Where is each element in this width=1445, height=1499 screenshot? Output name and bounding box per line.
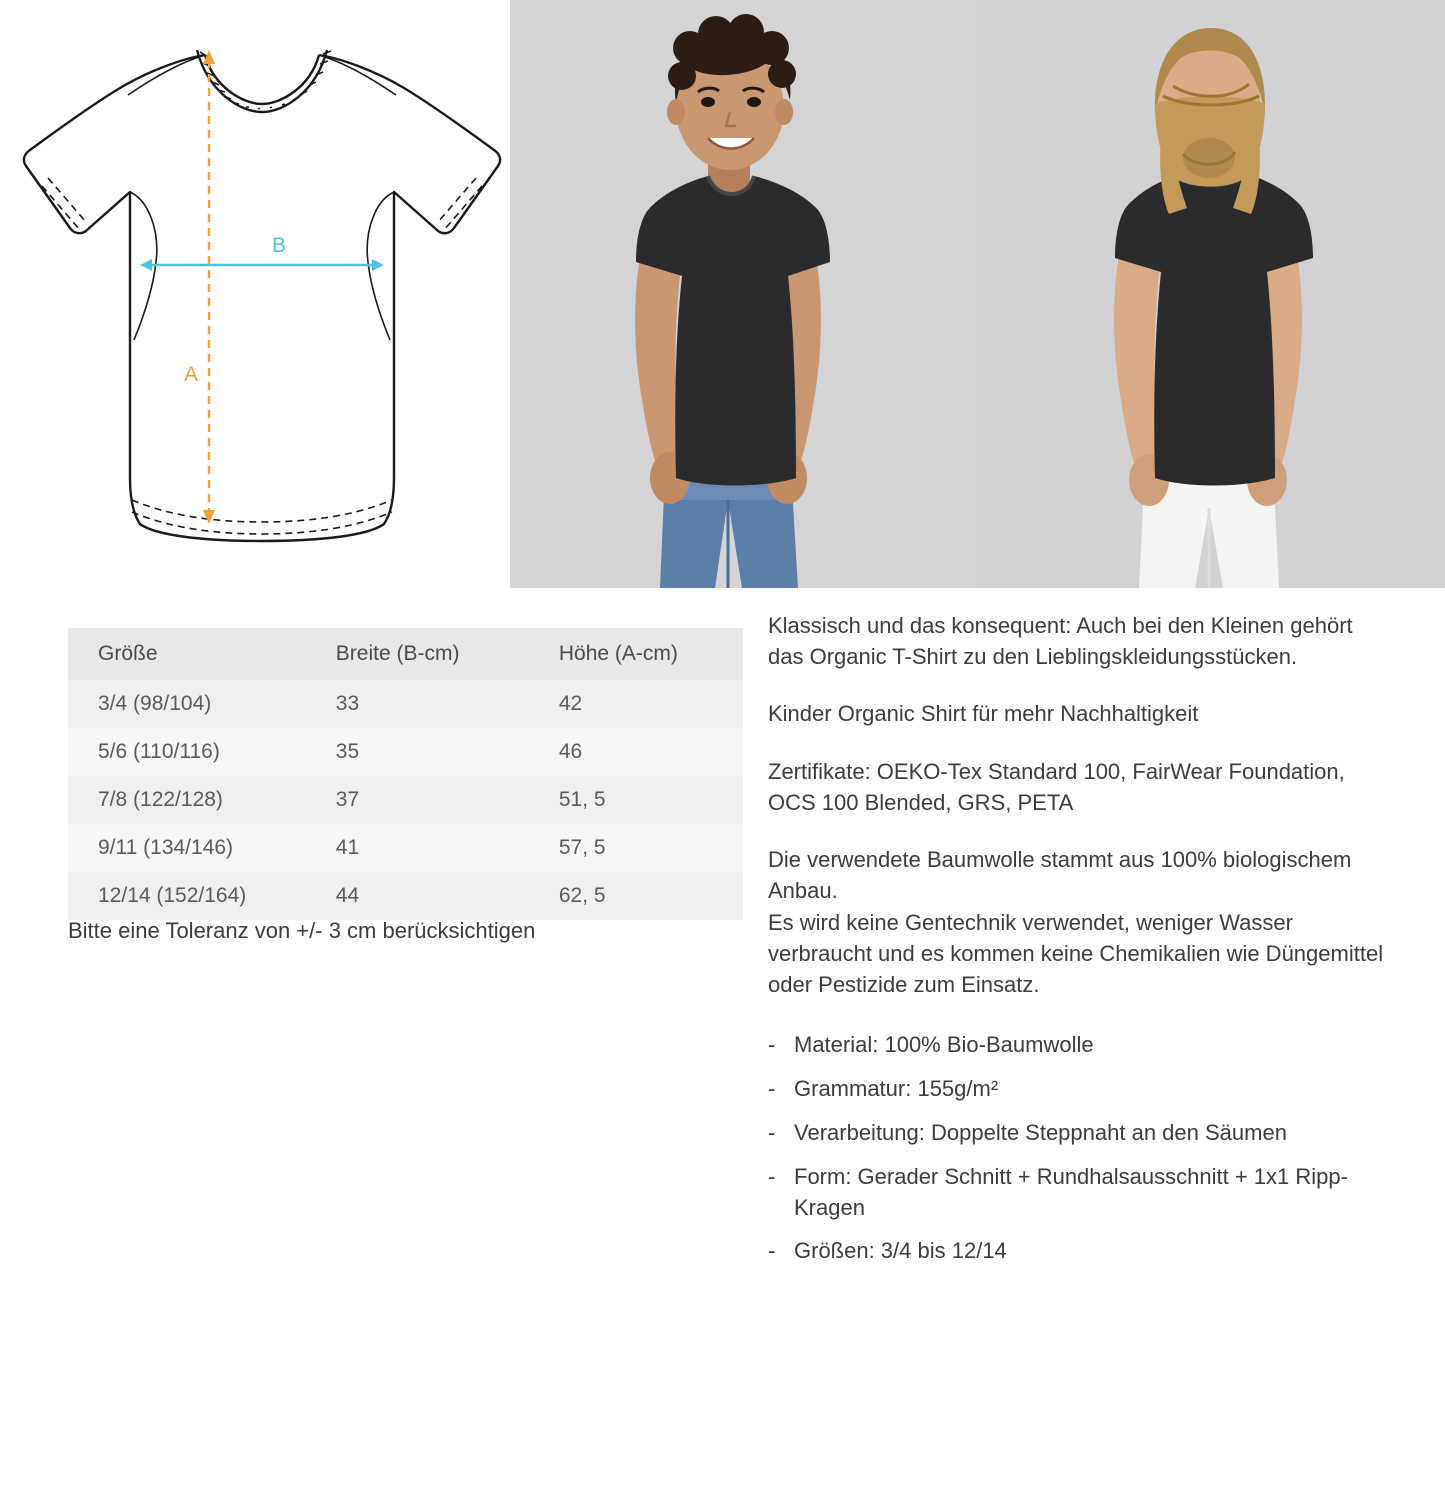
cell-size: 9/11 (134/146) <box>68 824 306 872</box>
cell-height: 57, 5 <box>529 824 743 872</box>
cell-height: 62, 5 <box>529 872 743 920</box>
list-item-label: Form: Gerader Schnitt + Rundhalsausschnitt + 1x1 Ripp-Kragen <box>794 1163 1348 1220</box>
cell-width: 33 <box>306 680 529 728</box>
list-item <box>768 1162 1393 1224</box>
list-item <box>768 1118 1393 1149</box>
tshirt-measurement-diagram <box>0 0 510 588</box>
cell-width: 35 <box>306 728 529 776</box>
width-label: B <box>272 234 287 257</box>
table-row <box>68 728 743 776</box>
table-header-size: Größe <box>68 628 306 680</box>
tolerance-note: Bitte eine Toleranz von +/- 3 cm berücksichtigen <box>68 918 536 943</box>
description-cotton-1: Die verwendete Baumwolle stammt aus 100% biologischem Anbau. <box>768 847 1352 904</box>
front-photo-illustration <box>510 0 977 588</box>
cell-size: 12/14 (152/164) <box>68 872 306 920</box>
cell-width: 41 <box>306 824 529 872</box>
bullet-marker: - <box>768 1163 776 1189</box>
cell-width: 37 <box>306 776 529 824</box>
bullet-marker: - <box>768 1119 776 1145</box>
cell-size: 7/8 (122/128) <box>68 776 306 824</box>
list-item-label: Verarbeitung: Doppelte Steppnaht an den Säumen <box>794 1119 1287 1145</box>
list-item-label: Größen: 3/4 bis 12/14 <box>794 1238 1007 1264</box>
height-label: A <box>184 363 199 386</box>
description-intro: Klassisch und das konsequent: Auch bei den Kleinen gehört das Organic T-Shirt zu den Lieblingskleidungsstücken. <box>768 613 1353 670</box>
list-item <box>768 1236 1393 1267</box>
table-row <box>68 824 743 872</box>
cell-width: 44 <box>306 872 529 920</box>
product-description <box>768 610 1393 1280</box>
list-item-label: Material: 100% Bio-Baumwolle <box>794 1032 1094 1058</box>
list-item-label: Grammatur: 155g/m² <box>794 1076 999 1102</box>
cell-height: 51, 5 <box>529 776 743 824</box>
cell-size: 3/4 (98/104) <box>68 680 306 728</box>
product-photo-front <box>510 0 977 588</box>
product-photo-back <box>977 0 1445 588</box>
spec-list <box>768 1030 1393 1267</box>
product-details-section <box>0 588 1445 1499</box>
table-header-height: Höhe (A-cm) <box>529 628 743 680</box>
table-row <box>68 776 743 824</box>
description-cotton-2: Es wird keine Gentechnik verwendet, weniger Wasser verbraucht und es kommen keine Chemikalien wie Düngemittel oder Pestizide zum Einsatz. <box>768 909 1384 998</box>
cell-height: 42 <box>529 680 743 728</box>
size-table <box>68 628 743 920</box>
cell-height: 46 <box>529 728 743 776</box>
size-diagram-panel <box>0 0 510 588</box>
table-header-row <box>68 628 743 680</box>
description-headline: Kinder Organic Shirt für mehr Nachhaltigkeit <box>768 701 1199 727</box>
table-header-width: Breite (B-cm) <box>306 628 529 680</box>
list-item <box>768 1074 1393 1105</box>
bullet-marker: - <box>768 1076 776 1102</box>
product-image-strip <box>0 0 1445 588</box>
description-certificates: Zertifikate: OEKO-Tex Standard 100, FairWear Foundation, OCS 100 Blended, GRS, PETA <box>768 758 1345 815</box>
bullet-marker: - <box>768 1032 776 1058</box>
cell-size: 5/6 (110/116) <box>68 728 306 776</box>
list-item <box>768 1030 1393 1061</box>
bullet-marker: - <box>768 1238 776 1264</box>
back-photo-illustration <box>977 0 1445 588</box>
size-table-container <box>68 628 743 920</box>
table-row <box>68 872 743 920</box>
table-row <box>68 680 743 728</box>
